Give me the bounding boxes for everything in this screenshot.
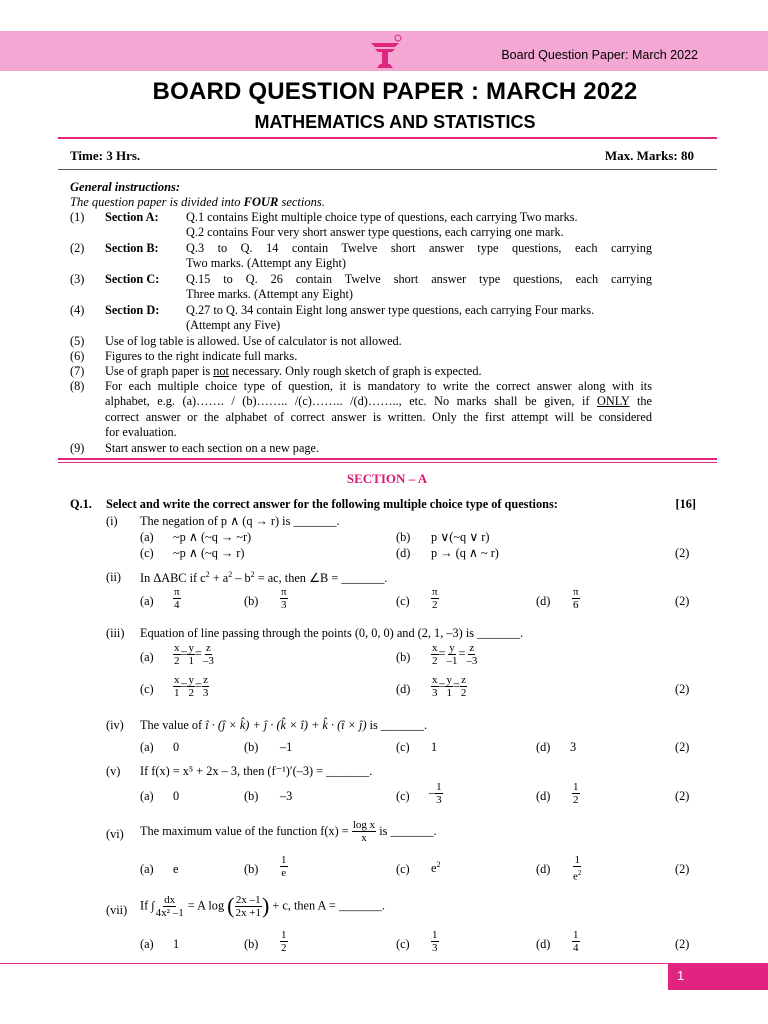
option-value: ~p ∧ (~q → ~r) [173,530,252,544]
option-value: $\frac{\pi}{4}$ [174,586,180,611]
option-label: (d) [396,682,411,696]
option-label: (c) [396,594,410,608]
option-value: 1 [173,937,180,951]
option-value: $\frac{1}{2}$ [573,781,579,806]
option-value: 3 [570,740,577,754]
section-a-heading: SECTION – A [346,471,428,486]
option-label: (c) [140,682,154,696]
meta-rule [58,169,717,170]
subquestion-text: If f(x) = x⁵ + 2x – 3, then (f⁻¹)′(–3) = _______. [140,764,373,778]
instructions-heading: General instructions: [70,180,181,194]
option-value: ~p ∧ (~q → r) [173,546,245,560]
section-rule-bottom [58,462,717,463]
option-label: (a) [140,862,154,876]
subquestion-marks: (2) [675,682,690,696]
instruction-item: (2) Section B: Q.3 to Q. 14 contain Twelve short answer type questions, each carrying Two marks. (Attempt any Eight) [70,241,652,271]
option-label: (b) [244,740,259,754]
option-value: $e^2$ [431,860,441,876]
option-value: $\frac{1}{3}$ [432,929,438,954]
option-label: (b) [244,862,259,876]
option-value: $\frac{x}{3}$ = $\frac{y}{1}$ = $\frac{z}{2}$ [432,674,467,699]
subquestion-number: (i) [106,514,118,528]
publisher-logo-icon [365,33,405,71]
instruction-item: (3) Section C: Q.15 to Q. 26 contain Twelve short answer type questions, each carrying Three marks. (Attempt any Eight) [70,272,652,302]
option-label: (c) [396,789,410,803]
option-label: (d) [536,594,551,608]
option-label: (c) [396,862,410,876]
option-label: (c) [140,546,154,560]
instruction-item: (8) For each multiple choice type of question, it is mandatory to write the correct answer along with its alphabet, e.g. (a)……. / (b)…….. /(c)…….. /(d)…….., etc. No marks shall be given, if ONLY the correct answer or the alphabet of correct answer is written. Only the first attempt will be considered for evaluation. [70,379,652,440]
instruction-item: (1) Section A: Q.1 contains Eight multiple choice type of questions, each carrying Two marks. Q.2 contains Four very short answer type questions, each carrying one mark. [70,210,578,240]
option-value: 0 [173,740,180,754]
subquestion-number: (ii) [106,570,122,584]
option-value: $\frac{x}{2}$ = $\frac{y}{-1}$ = $\frac{z}{-3}$ [432,642,478,667]
option-label: (c) [396,937,410,951]
question-marks: [16] [675,497,696,511]
option-label: (d) [536,937,551,951]
subquestion-text: If ∫ $\frac{dx}{\text{4x² –1}}$ = A log ( $\frac{2x -1}{2x +1}$ ) + c, then A = _______. [140,893,385,919]
subquestion-number: (v) [106,764,121,778]
option-label: (b) [244,937,259,951]
title-rule [58,137,717,139]
subquestion-marks: (2) [675,937,690,951]
option-value: $\frac{\pi}{6}$ [573,586,579,611]
option-value: $\frac{1}{4}$ [573,929,579,954]
subquestion-text: The maximum value of the function f(x) = $\frac{\text{log x}}{x}$ is _______. [140,819,437,844]
option-label: (a) [140,937,154,951]
page-number: 1 [668,963,768,990]
option-label: (b) [396,530,411,544]
option-value: $\frac{\pi}{2}$ [432,586,438,611]
subquestion-marks: (2) [675,862,690,876]
option-value: $\frac{1}{2}$ [281,929,287,954]
max-marks-label: Max. Marks: 80 [604,148,694,163]
option-value: e [173,862,179,876]
option-value: p → (q ∧ ~ r) [431,546,499,560]
option-label: (a) [140,740,154,754]
option-value: $\frac{x}{1}$ = $\frac{y}{2}$ = $\frac{z}{3}$ [174,674,209,699]
option-label: (d) [536,740,551,754]
option-label: (d) [536,862,551,876]
subject-title: MATHEMATICS AND STATISTICS [254,112,536,132]
option-value: $\frac{\pi}{3}$ [281,586,287,611]
subquestion-number: (iii) [106,626,125,640]
footer-rule [0,963,768,964]
option-value: $\frac{1}{e}$ [281,854,287,879]
option-value: –1 [280,740,293,754]
running-header: Board Question Paper: March 2022 [501,48,698,62]
subquestion-marks: (2) [675,740,690,754]
option-label: (a) [140,530,154,544]
option-value: 1 [431,740,438,754]
question-text: Select and write the correct answer for the following multiple choice type of questions: [106,497,558,511]
time-label: Time: 3 Hrs. [70,148,141,163]
option-label: (d) [536,789,551,803]
paper-title: BOARD QUESTION PAPER : MARCH 2022 [152,78,638,105]
option-label: (b) [244,594,259,608]
subquestion-text: In ΔABC if $c^2 + a^2 - b^2$ = ac, then ∠B = _______. [140,570,388,586]
option-value: –3 [280,789,293,803]
option-value: – $\frac{1}{3}$ [429,781,442,806]
option-label: (a) [140,789,154,803]
instructions-intro: The question paper is divided into FOUR sections. [70,195,325,209]
option-label: (b) [396,650,411,664]
subquestion-number: (vi) [106,827,124,841]
option-value: 0 [173,789,180,803]
subquestion-text: Equation of line passing through the points (0, 0, 0) and (2, 1, –3) is _______. [140,626,524,640]
question-number: Q.1. [70,497,92,511]
subquestion-marks: (2) [675,789,690,803]
option-label: (b) [244,789,259,803]
subquestion-number: (vii) [106,903,128,917]
option-label: (d) [396,546,411,560]
section-rule-top [58,458,717,460]
option-value: $\frac{1}{e^2}$ [573,854,582,883]
subquestion-marks: (2) [675,594,690,608]
instruction-item: (4) Section D: Q.27 to Q. 34 contain Eight long answer type questions, each carrying Four marks. (Attempt any Five) [70,303,595,333]
option-label: (a) [140,594,154,608]
subquestion-number: (iv) [106,718,124,732]
subquestion-text: The negation of p ∧ (q → r) is _______. [140,514,340,528]
subquestion-marks: (2) [675,546,690,560]
option-label: (c) [396,740,410,754]
option-label: (a) [140,650,154,664]
option-value: p ∨(~q ∨ r) [431,530,490,544]
subquestion-text: The value of î · (ĵ × k̂) + ĵ · (k̂ × î) + k̂ · (î × ĵ) is _______. [140,718,428,732]
option-value: $\frac{x}{2}$ = $\frac{y}{1}$ = $\frac{z}{-3}$ [174,642,214,667]
